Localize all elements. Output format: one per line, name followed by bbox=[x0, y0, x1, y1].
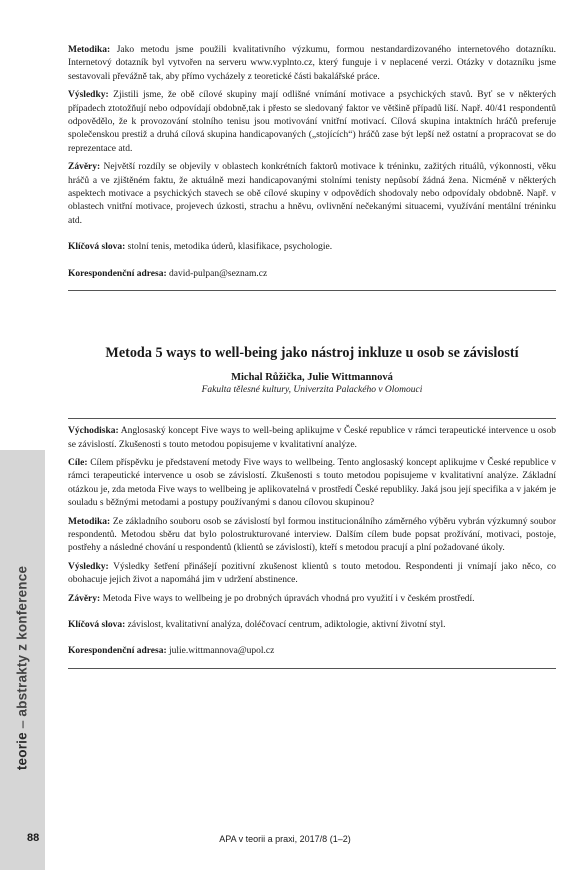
metodika-paragraph bbox=[68, 516, 556, 556]
keywords-text: závislost, kvalitativní analýza, doléčovací centrum, adiktologie, aktivní životní styl. bbox=[127, 619, 446, 630]
top-metodika-text: Jako metodu jsme použili kvalitativního výzkumu, formou nestandardizovaného internetového dotazníku. Internetový dotazník byl vytvořen na serveru www.vyplnto.cz, který funguje i v neplacené verzi. Otázky v dotazníku jsme sestavovali převážně tak, aby přímo vycházely z teoretické části bakalářské práce. bbox=[68, 45, 556, 82]
metodika-label: Metodika: bbox=[68, 516, 111, 527]
top-correspondence-label: Korespondenční adresa: bbox=[68, 268, 167, 279]
top-correspondence bbox=[68, 268, 556, 281]
divider-rule bbox=[68, 290, 556, 291]
cile-text: Cílem příspěvku je představení metody Five ways to wellbeing. Tento anglosaský koncept aplikujme v České republice v rámci terapeutické intervence u osob se závislostí. Zkušenosti s touto metodou popisujeme v kvalitativní analýze. Základní otázkou je, zda metoda Five ways to wellbeing je aplikovatelná v prostředí České republiky. Jaká jsou její specifika a v jakém je souladu s běžnými metodami a postupy používanými s danou cílovou skupinou? bbox=[68, 457, 556, 509]
cile-label: Cíle: bbox=[68, 457, 88, 468]
correspondence-label: Korespondenční adresa: bbox=[68, 646, 167, 657]
top-keywords bbox=[68, 241, 556, 254]
divider-rule bbox=[68, 668, 556, 669]
page-content bbox=[68, 44, 556, 669]
vysledky-paragraph bbox=[68, 561, 556, 588]
correspondence-email: julie.wittmannova@upol.cz bbox=[169, 646, 275, 657]
top-keywords-label: Klíčová slova: bbox=[68, 242, 126, 253]
top-zavery-label: Závěry: bbox=[68, 162, 101, 173]
top-correspondence-email: david-pulpan@seznam.cz bbox=[169, 268, 268, 279]
top-metodika-paragraph bbox=[68, 44, 556, 84]
vychodiska-text: Anglosaský koncept Five ways to well-being aplikujme v České republice v rámci terapeutické intervence u osob se závislostí. Zkušenosti s touto metodou popisujeme v kvalitativní analýze. bbox=[68, 426, 556, 450]
top-vysledky-paragraph bbox=[68, 89, 556, 156]
section-label-separator: – bbox=[14, 720, 30, 729]
zavery-paragraph bbox=[68, 593, 556, 606]
journal-footer: APA v teorii a praxi, 2017/8 (1–2) bbox=[219, 834, 351, 844]
keywords bbox=[68, 619, 556, 632]
top-vysledky-text: Zjistili jsme, že obě cílové skupiny mají odlišné vnímání motivace a psychických stavů. Byť se v některých případech ztotožňují nebo odpovídají obdobně,tak i přesto se sledovaný faktor ve většině případů liší. Např. 40/41 respondentů odpovědělo, že k provozování stolního tenisu jsou motivování vnitřní motivací. Cílová skupina intaktních hráčů preferuje společenskou prestiž a druhá cílová skupina handicapovaných („stojících“) hráčů zase být lepší než ostatní a propracovat se do reprezentace atd. bbox=[68, 90, 557, 154]
article-affiliation: Fakulta tělesné kultury, Univerzita Palackého v Olomouci bbox=[201, 385, 423, 396]
vysledky-label: Výsledky: bbox=[68, 561, 109, 572]
correspondence bbox=[68, 645, 556, 658]
divider-rule bbox=[68, 418, 556, 419]
zavery-label: Závěry: bbox=[68, 593, 101, 604]
metodika-text: Ze základního souboru osob se závislostí byl formou institucionálního záměrného výběru vybrán výzkumný soubor respondentů. Metodou sběru dat bylo polostrukturované interview. Dalším cílem bude popsat prožívání, motivaci, postoje, postřehy a následné chování u respondentů (klientů se závislostí), kteří s metodou pracují a plní požadované úkoly. bbox=[68, 516, 556, 554]
vychodiska-label: Východiska: bbox=[68, 426, 119, 437]
top-vysledky-label: Výsledky: bbox=[68, 90, 109, 101]
article-title: Metoda 5 ways to well-being jako nástroj inkluze u osob se závislostí bbox=[105, 345, 519, 362]
page-number: 88 bbox=[27, 832, 40, 844]
vysledky-text: Výsledky šetření přinášejí pozitivní zkušenost klientů s touto metodou. Respondenti ji vnímají jako něco, co obohacuje jejich život a napomáhá jim v udržení abstinence. bbox=[68, 561, 556, 586]
keywords-label: Klíčová slova: bbox=[68, 619, 126, 630]
section-label-main: teorie bbox=[14, 732, 30, 771]
top-metodika-label: Metodika: bbox=[68, 45, 111, 55]
vychodiska-paragraph bbox=[68, 425, 556, 452]
article-authors: Michal Růžička, Julie Wittmannová bbox=[231, 372, 393, 384]
section-label bbox=[15, 566, 30, 770]
zavery-text: Metoda Five ways to wellbeing je po drobných úpravách vhodná pro využití i v českém prostředí. bbox=[102, 593, 475, 604]
top-keywords-text: stolní tenis, metodika úderů, klasifikace, psychologie. bbox=[127, 242, 333, 253]
section-label-sub: abstrakty z konference bbox=[14, 565, 30, 717]
top-zavery-paragraph bbox=[68, 161, 556, 228]
top-zavery-text: Největší rozdíly se objevily v oblastech konkrétních faktorů motivace k tréninku, zažitých rituálů, výkonnosti, věku hráčů a ve zjištěném faktu, že aktuálně mezi handicapovanými stolními tenisty nepůsobí žádná žena. Nicméně v některých aspektech motivace a psychických stavech se obě cílové skupiny v odpovědích shodovaly nebo odpovídaly obdobně. Např. v oblastech vnitřní motivace, projevech úzkosti, strachu a hněvu, ovlivnění nečekanými situacemi, využívání mentální tréninku atd. bbox=[68, 162, 557, 226]
cile-paragraph bbox=[68, 457, 556, 511]
